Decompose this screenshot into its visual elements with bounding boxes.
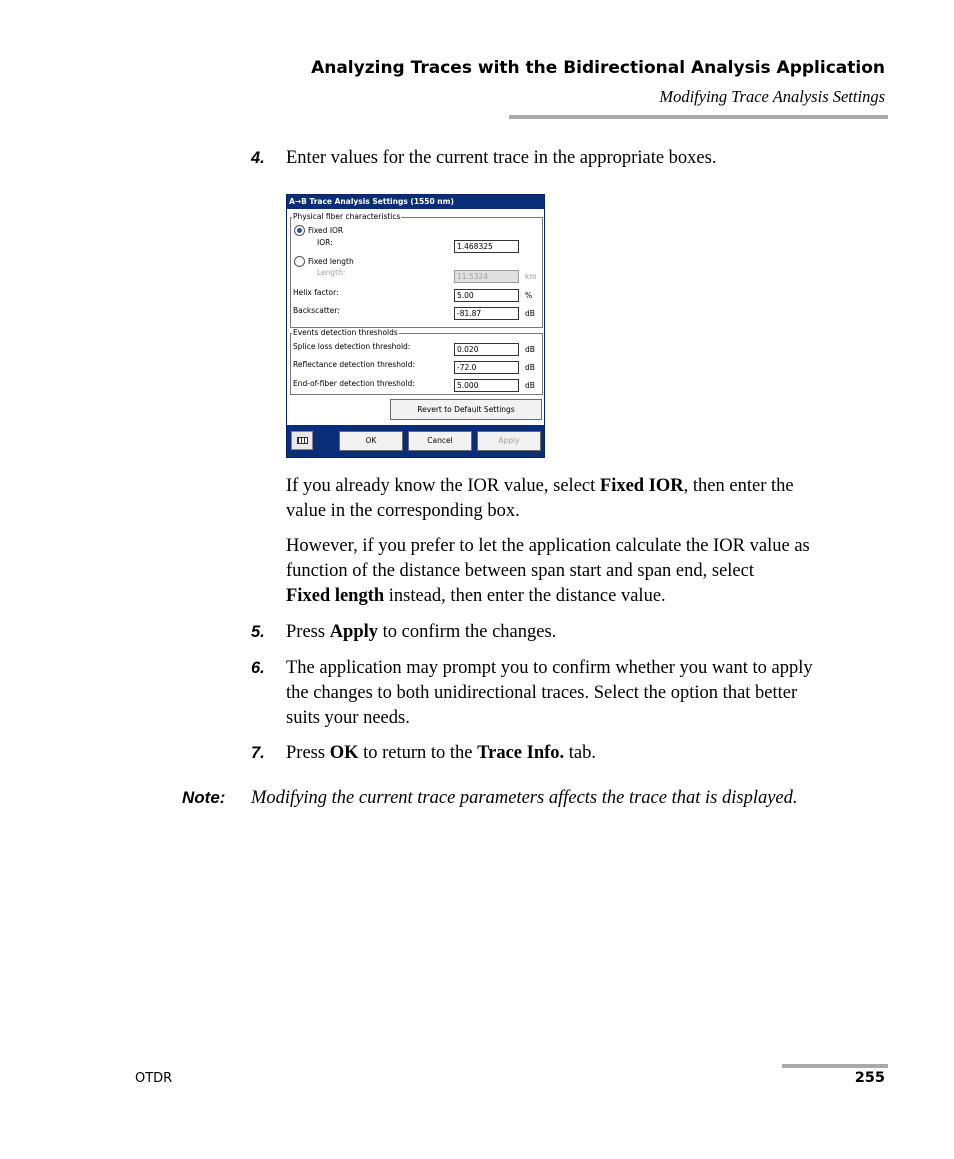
step-text-4: Enter values for the current trace in the appropriate boxes. — [286, 148, 717, 168]
splice-loss-input[interactable]: 0.020 — [454, 343, 519, 356]
keyboard-icon — [297, 437, 308, 444]
fixed-ior-text-pre: If you already know the IOR value, select — [286, 476, 600, 496]
dialog-button-bar — [287, 425, 544, 457]
splice-loss-label: Splice loss detection threshold: — [293, 342, 411, 351]
ok-button[interactable]: OK — [339, 431, 403, 451]
length-input[interactable]: 11.5324 — [454, 270, 519, 283]
step-number-5: 5. — [251, 623, 265, 641]
step-6-line1: The application may prompt you to confirm whether you want to apply — [286, 658, 813, 678]
cancel-button[interactable]: Cancel — [408, 431, 472, 451]
revert-defaults-button[interactable]: Revert to Default Settings — [390, 399, 542, 420]
fixed-length-label: Fixed length — [308, 257, 354, 266]
step-7-mid: to return to the — [358, 743, 478, 763]
fixed-ior-text-post: , then enter the — [683, 476, 794, 496]
fixed-ior-paragraph — [286, 474, 794, 524]
header-rule — [509, 115, 888, 119]
note-label: Note: — [182, 788, 226, 807]
length-label: Length: — [317, 268, 346, 277]
page-number: 255 — [854, 1070, 885, 1086]
step-number-6: 6. — [251, 659, 265, 677]
fixed-length-radio[interactable] — [294, 256, 305, 267]
fixed-length-paragraph — [286, 534, 810, 609]
footer-rule — [782, 1064, 888, 1068]
fixed-ior-radio[interactable] — [294, 225, 305, 236]
fixed-ior-text-line2: value in the corresponding box. — [286, 501, 520, 521]
end-of-fiber-label: End-of-fiber detection threshold: — [293, 379, 415, 388]
ior-input[interactable]: 1.468325 — [454, 240, 519, 253]
step-text-7 — [286, 741, 596, 766]
reflectance-label: Reflectance detection threshold: — [293, 360, 416, 369]
splice-loss-unit: dB — [525, 345, 535, 354]
apply-button[interactable]: Apply — [477, 431, 541, 451]
helix-factor-input[interactable]: 5.00 — [454, 289, 519, 302]
footer-product: OTDR — [135, 1071, 173, 1086]
step-6-line3: suits your needs. — [286, 708, 410, 728]
end-of-fiber-unit: dB — [525, 381, 535, 390]
reflectance-input[interactable]: -72.0 — [454, 361, 519, 374]
fixed-length-text-line1: However, if you prefer to let the application calculate the IOR value as — [286, 536, 810, 556]
step-7-pre: Press — [286, 743, 330, 763]
step-text-6 — [286, 656, 813, 731]
fixed-ior-bold: Fixed IOR — [599, 476, 684, 496]
trace-analysis-settings-dialog — [286, 194, 545, 458]
fixed-length-text-post: instead, then enter the distance value. — [384, 586, 666, 606]
dialog-title: A→B Trace Analysis Settings (1550 nm) — [287, 195, 544, 209]
section-title: Modifying Trace Analysis Settings — [659, 87, 885, 106]
step-number-4: 4. — [251, 149, 265, 167]
physical-fiber-group-label: Physical fiber characteristics — [293, 212, 401, 221]
ior-label: IOR: — [317, 238, 333, 247]
step-5-post: to confirm the changes. — [378, 622, 557, 642]
length-unit: km — [525, 272, 537, 281]
backscatter-label: Backscatter: — [293, 306, 340, 315]
step-7-post: tab. — [564, 743, 597, 763]
step-5-bold: Apply — [329, 622, 379, 642]
helix-factor-label: Helix factor: — [293, 288, 339, 297]
step-5-pre: Press — [286, 622, 330, 642]
fixed-length-text-line2: function of the distance between span start and span end, select — [286, 561, 754, 581]
step-7-bold-trace-info: Trace Info. — [477, 743, 565, 763]
fixed-length-bold: Fixed length — [286, 586, 385, 606]
dialog-body — [287, 209, 544, 425]
backscatter-input[interactable]: -81.87 — [454, 307, 519, 320]
keyboard-button[interactable] — [291, 431, 313, 450]
step-6-line2: the changes to both unidirectional traces. Select the option that better — [286, 683, 798, 703]
helix-factor-unit: % — [525, 291, 533, 300]
reflectance-unit: dB — [525, 363, 535, 372]
backscatter-unit: dB — [525, 309, 535, 318]
step-number-7: 7. — [251, 744, 265, 762]
step-text-5 — [286, 620, 556, 645]
note-text: Modifying the current trace parameters affects the trace that is displayed. — [251, 788, 798, 808]
fixed-ior-label: Fixed IOR — [308, 226, 344, 235]
chapter-title: Analyzing Traces with the Bidirectional Analysis Application — [311, 58, 885, 78]
step-7-bold-ok: OK — [329, 743, 359, 763]
physical-fiber-group — [290, 212, 543, 328]
events-detection-group — [290, 328, 543, 395]
events-detection-group-label: Events detection thresholds — [293, 328, 398, 337]
end-of-fiber-input[interactable]: 5.000 — [454, 379, 519, 392]
